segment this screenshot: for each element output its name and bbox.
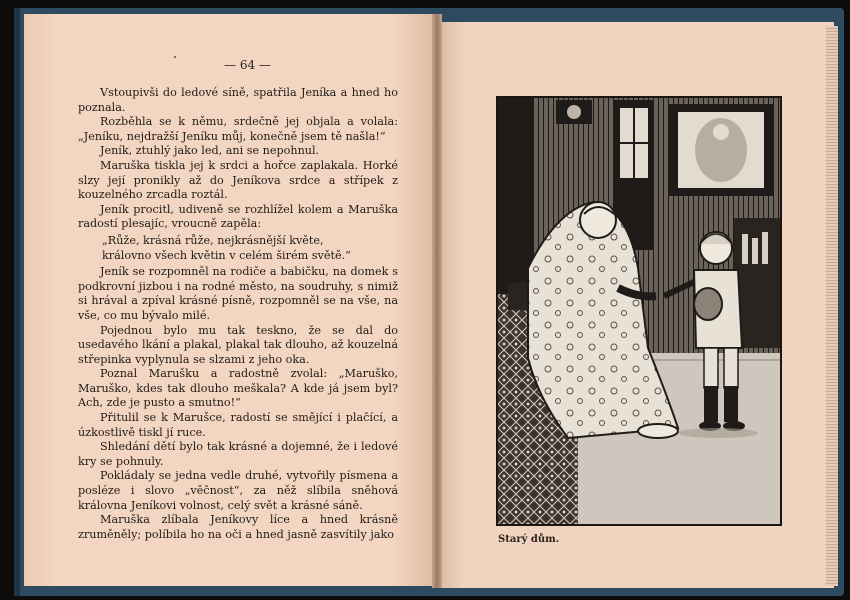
paragraph: Maruška zlíbala Jeníkovy líce a hned krásně zruměněly; políbila ho na oči a hned jasně zasvítily jako [78, 513, 398, 541]
song-verse [102, 234, 398, 263]
paragraph: Rozběhla se k němu, srdečně jej objala a volala: „Jeníku, nejdražší Jeníku můj, konečně jsem tě našla!“ [78, 115, 398, 143]
paragraph: Pokládaly se jedna vedle druhé, vytvořily písmena a posléze i slovo „věčnost“, za něž slíbila sněhová královna Jeníkovi volnost, celý svět a krásné sáně. [78, 469, 398, 512]
paragraph: Přitulil se k Marušce, radostí se smějící i plačící, a úzkostlivě tiskl jí ruce. [78, 411, 398, 439]
body-text [78, 86, 398, 542]
paragraph: Pojednou bylo mu tak teskno, že se dal do usedavého lkání a plakal, plakal tak dlouho, až kouzelná střepinka vyplynula se slzami z jeho oka. [78, 323, 398, 366]
page-number: — 64 — [224, 58, 271, 72]
paragraph: Jeník, ztuhlý jako led, ani se nepohnul. [100, 144, 320, 158]
illustration-caption: Starý dům. [498, 534, 560, 545]
page-edges [826, 26, 838, 586]
book-illustration [496, 96, 782, 526]
paragraph: Vstoupivši do ledové síně, spatřila Jeníka a hned ho poznala. [78, 86, 398, 114]
cover-spine-edge [14, 8, 20, 596]
paragraph: Maruška tiskla jej k srdci a hořce zaplakala. Horké slzy její pronikly až do Jeníkova srdce a střípek z kouzelného zrcadla roztál. [78, 158, 398, 202]
paragraph: Poznal Marušku a radostně zvolal: „Maruško, Maruško, kdes tak dlouho meškala? A kde já jsem byl? Ach, zde je pusto a smutno!“ [78, 367, 398, 410]
paragraph: Shledání dětí bylo tak krásné a dojemné, že i ledové kry se pohnuly. [78, 440, 398, 468]
verse-line: „Růže, krásná růže, nejkrásnější květe, [102, 233, 324, 247]
paper-speck [174, 56, 176, 58]
verse-line: královno všech květin v celém širém světě.“ [102, 248, 351, 262]
paragraph: Jeník procitl, udiveně se rozhlížel kolem a Maruška radostí plesajíc, vroucně zapěla: [78, 202, 398, 231]
paragraph: Jeník se rozpomněl na rodiče a babičku, na domek s podkrovní jizbou i na rodné město, na soudruhy, s nimiž si hrával a zpíval krásné písně, rozpomněl se na vše, na vše, co mu bývalo milé. [78, 265, 398, 322]
engraving-image [498, 98, 780, 524]
book-gutter [432, 14, 442, 588]
